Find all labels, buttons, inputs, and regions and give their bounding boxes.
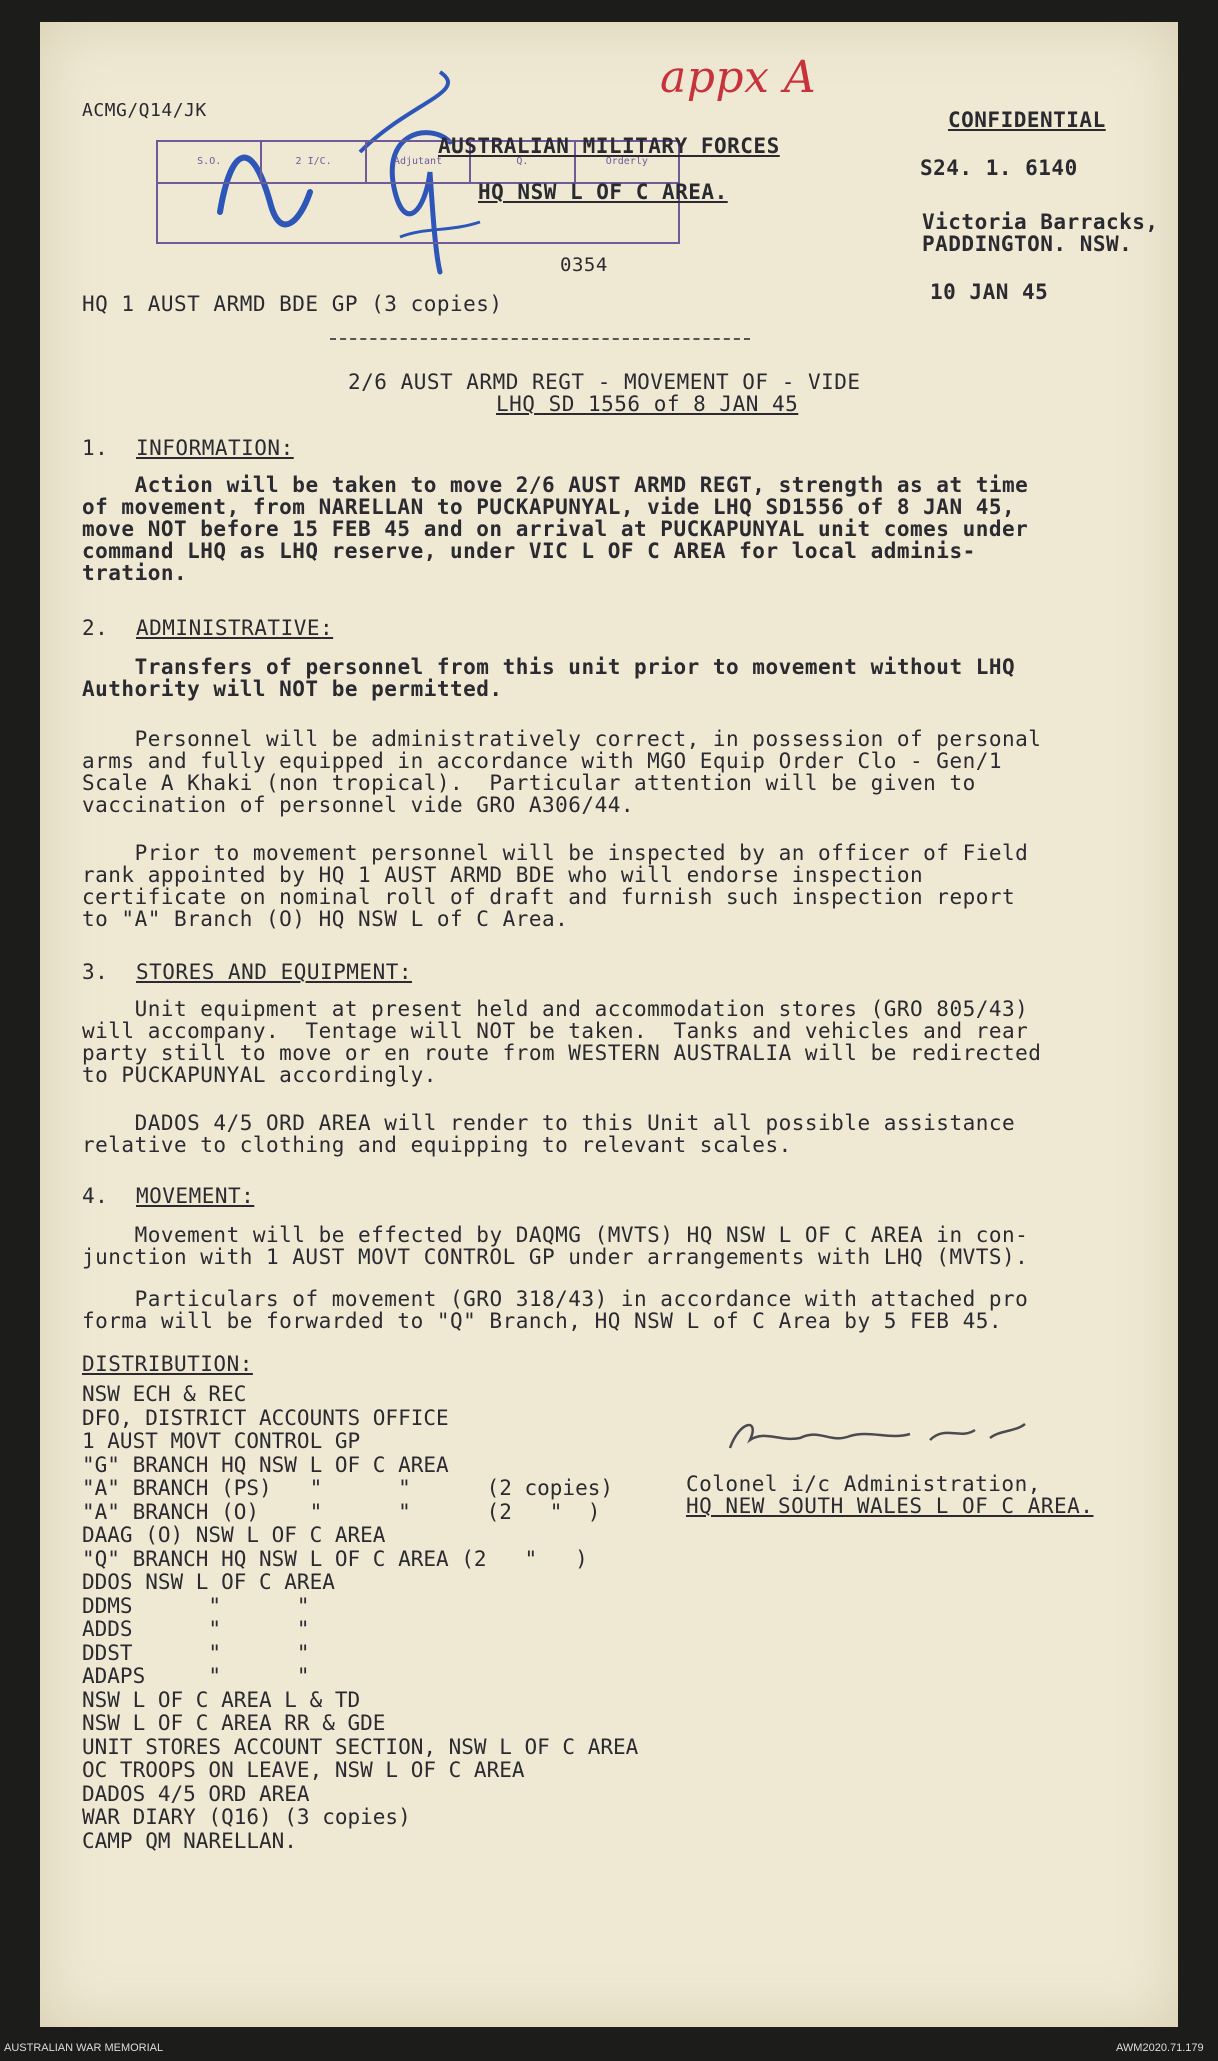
document-date: 10 JAN 45 [930,280,1049,304]
section-number: 2. [82,616,109,640]
subject-line-1: 2/6 AUST ARMD REGT - MOVEMENT OF - VIDE [348,370,861,394]
section-title: STORES AND EQUIPMENT: [136,960,413,984]
addressee: HQ 1 AUST ARMD BDE GP (3 copies) [82,292,503,316]
distribution-item: DAAG (O) NSW L OF C AREA [82,1523,386,1547]
distribution-item: DDOS NSW L OF C AREA [82,1570,335,1594]
address-line-1: Victoria Barracks, [922,210,1159,234]
org-name: AUSTRALIAN MILITARY FORCES [438,134,780,158]
stamp-number: 0354 [560,254,608,276]
distribution-item: DDST " " [82,1640,310,1665]
section-paragraph: DADOS 4/5 ORD AREA will render to this Unit all possible assistance relative to clothing and equipping to relevant scales. [82,1111,1016,1157]
subject-line-2: LHQ SD 1556 of 8 JAN 45 [496,392,799,416]
document-page [40,22,1178,2027]
distribution-item: "Q" BRANCH HQ NSW L OF C AREA (2 " ) [82,1546,588,1571]
distribution-item: "A" BRANCH (O) " " (2 " ) [82,1499,601,1524]
distribution-item: NSW ECH & REC [82,1382,247,1406]
signature-org: HQ NEW SOUTH WALES L OF C AREA. [686,1494,1094,1518]
distribution-item: 1 AUST MOVT CONTROL GP [82,1429,361,1453]
stamp-cell: Adjutant [367,142,471,182]
classification: CONFIDENTIAL [948,108,1106,132]
distribution-item: OC TROOPS ON LEAVE, NSW L OF C AREA [82,1758,525,1782]
section-number: 4. [82,1184,109,1208]
distribution-title: DISTRIBUTION: [82,1352,253,1376]
file-number: S24. 1. 6140 [920,156,1078,180]
section-title: ADMINISTRATIVE: [136,616,334,640]
section-paragraph: Movement will be effected by DAQMG (MVTS) HQ NSW L OF C AREA in con- junction with 1 AUST MOVT CONTROL GP under arrangements with LHQ (MVTS). [82,1223,1029,1269]
org-unit: HQ NSW L OF C AREA. [478,180,728,204]
distribution-item: DADOS 4/5 ORD AREA [82,1781,310,1806]
distribution-item: WAR DIARY (Q16) (3 copies) [82,1805,411,1829]
distribution-item: ADDS " " [82,1617,310,1641]
section-title: MOVEMENT: [136,1184,255,1208]
section-number: 3. [82,960,109,984]
section-paragraph: Particulars of movement (GRO 318/43) in accordance with attached pro forma will be forwarded to "Q" Branch, HQ NSW L of C Area by 5 FEB 45. [82,1287,1029,1333]
footer-left: AUSTRALIAN WAR MEMORIAL [4,2042,164,2054]
stamp-cell: S.O. [158,142,262,182]
signature-title: Colonel i/c Administration, [686,1472,1041,1496]
distribution-item: DFO, DISTRICT ACCOUNTS OFFICE [82,1405,449,1430]
section-title: INFORMATION: [136,436,294,460]
stamp-cell: Orderly [605,156,648,167]
distribution-item: CAMP QM NARELLAN. [82,1828,297,1853]
section-number: 1. [82,436,109,460]
stamp-cell: Q. [471,142,575,182]
stamp-cell: 2 I/C. [262,142,366,182]
distribution-item: "A" BRANCH (PS) " " (2 copies) [82,1476,614,1500]
file-reference: ACMG/Q14/JK [82,100,207,121]
distribution-item: NSW L OF C AREA RR & GDE [82,1711,386,1735]
section-paragraph: Action will be taken to move 2/6 AUST ARMD REGT, strength as at time of movement, from NARELLAN to PUCKAPUNYAL, vide LHQ SD1556 of 8 JAN 45, move NOT before 15 FEB 45 and on arrival at PUCKAPUNYAL unit comes under command LHQ as LHQ reserve, under VIC L OF C AREA for local adminis- tration. [82,473,1029,585]
section-paragraph: Transfers of personnel from this unit prior to movement without LHQ Authority will NOT be permitted. [82,655,1016,701]
signature-icon [720,1410,1040,1460]
section-paragraph: Personnel will be administratively correct, in possession of personal arms and fully equipped in accordance with MGO Equip Order Clo - Gen/1 Scale A Khaki (non tropical). Particular attention will be given to vaccination of personnel vide GRO A306/44. [82,727,1042,817]
distribution-item: DDMS " " [82,1593,310,1618]
footer-right: AWM2020.71.179 [1116,2042,1204,2054]
distribution-item: "G" BRANCH HQ NSW L OF C AREA [82,1452,449,1477]
section-paragraph: Prior to movement personnel will be inspected by an officer of Field rank appointed by HQ 1 AUST ARMD BDE who will endorse inspection certificate on nominal roll of draft and furnish such inspection report to "A" Branch (O) HQ NSW L of C Area. [82,841,1029,931]
distribution-item: NSW L OF C AREA L & TD [82,1687,361,1712]
distribution-item: ADAPS " " [82,1664,310,1688]
handwritten-note: appx A [660,52,817,103]
section-paragraph: Unit equipment at present held and accommodation stores (GRO 805/43) will accompany. Tentage will NOT be taken. Tanks and vehicles and rear party still to move or en route from WESTERN AUSTRALIA will be redirected to PUCKAPUNYAL accordingly. [82,997,1042,1087]
address-line-2: PADDINGTON. NSW. [922,232,1133,256]
divider [330,338,750,340]
distribution-item: UNIT STORES ACCOUNT SECTION, NSW L OF C AREA [82,1734,639,1759]
